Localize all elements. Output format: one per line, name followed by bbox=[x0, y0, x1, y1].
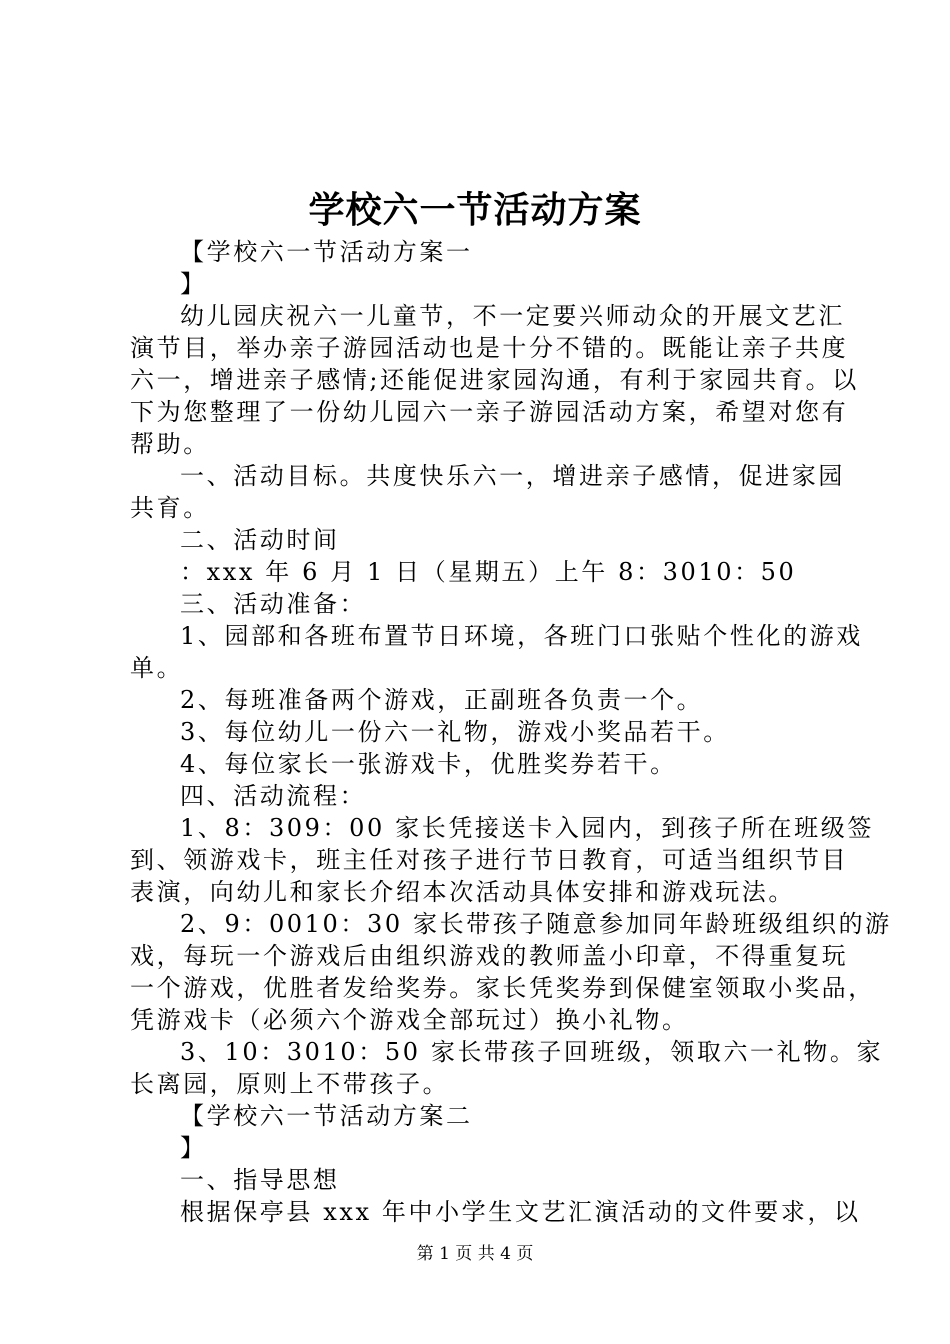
document-line: 演节目，举办亲子游园活动也是十分不错的。既能让亲子共度 bbox=[130, 334, 849, 362]
document-line: 长离园，原则上不带孩子。 bbox=[130, 1070, 450, 1098]
document-line: 单。 bbox=[130, 654, 184, 682]
document-line: 一、活动目标。共度快乐六一，增进亲子感情，促进家园 bbox=[180, 462, 845, 490]
document-title: 学校六一节活动方案 bbox=[308, 189, 642, 231]
document-line: 2、每班准备两个游戏，正副班各负责一个。 bbox=[180, 686, 704, 714]
document-body bbox=[130, 236, 892, 1228]
document-line: 共育。 bbox=[130, 494, 210, 522]
document-line: 戏，每玩一个游戏后由组织游戏的教师盖小印章，不得重复玩 bbox=[130, 942, 849, 970]
document-line: 】 bbox=[180, 270, 207, 298]
document-line: 2、9：0010：30 家长带孩子随意参加同年龄班级组织的游 bbox=[180, 910, 892, 938]
document-line: 到、领游戏卡，班主任对孩子进行节日教育，可适当组织节目 bbox=[130, 846, 849, 874]
document-line: 根据保亭县 xxx 年中小学生文艺汇演活动的文件要求，以 bbox=[180, 1198, 861, 1226]
document-line: 二、活动时间 bbox=[180, 526, 340, 554]
document-line: 表演，向幼儿和家长介绍本次活动具体安排和游戏玩法。 bbox=[130, 878, 795, 906]
document-line: 六一，增进亲子感情;还能促进家园沟通，有利于家园共育。以 bbox=[130, 366, 859, 394]
document-line: 四、活动流程： bbox=[180, 782, 367, 810]
document-line: 3、10：3010：50 家长带孩子回班级，领取六一礼物。家 bbox=[180, 1038, 884, 1066]
document-line: 4、每位家长一张游戏卡，优胜奖券若干。 bbox=[180, 750, 677, 778]
document-line: 【学校六一节活动方案一 bbox=[180, 238, 473, 266]
document-line: 幼儿园庆祝六一儿童节，不一定要兴师动众的开展文艺汇 bbox=[180, 302, 845, 330]
document-line: 帮助。 bbox=[130, 430, 210, 458]
document-line: 一、指导思想 bbox=[180, 1166, 340, 1194]
document-line: 3、每位幼儿一份六一礼物，游戏小奖品若干。 bbox=[180, 718, 730, 746]
document-line: 三、活动准备： bbox=[180, 590, 367, 618]
page-footer: 第 1 页 共 4 页 bbox=[416, 1244, 534, 1264]
document-line: 一个游戏，优胜者发给奖券。家长凭奖券到保健室领取小奖品， bbox=[130, 974, 875, 1002]
document-line: ：xxx 年 6 月 1 日（星期五）上午 8：3010：50 bbox=[180, 558, 797, 586]
document-line: 【学校六一节活动方案二 bbox=[180, 1102, 473, 1130]
document-line: 1、8：309：00 家长凭接送卡入园内，到孩子所在班级签 bbox=[180, 814, 874, 842]
document-line: 下为您整理了一份幼儿园六一亲子游园活动方案，希望对您有 bbox=[130, 398, 849, 426]
document-line: 1、园部和各班布置节日环境，各班门口张贴个性化的游戏 bbox=[180, 622, 863, 650]
document-line: 】 bbox=[180, 1134, 207, 1162]
document-line: 凭游戏卡（必须六个游戏全部玩过）换小礼物。 bbox=[130, 1006, 689, 1034]
